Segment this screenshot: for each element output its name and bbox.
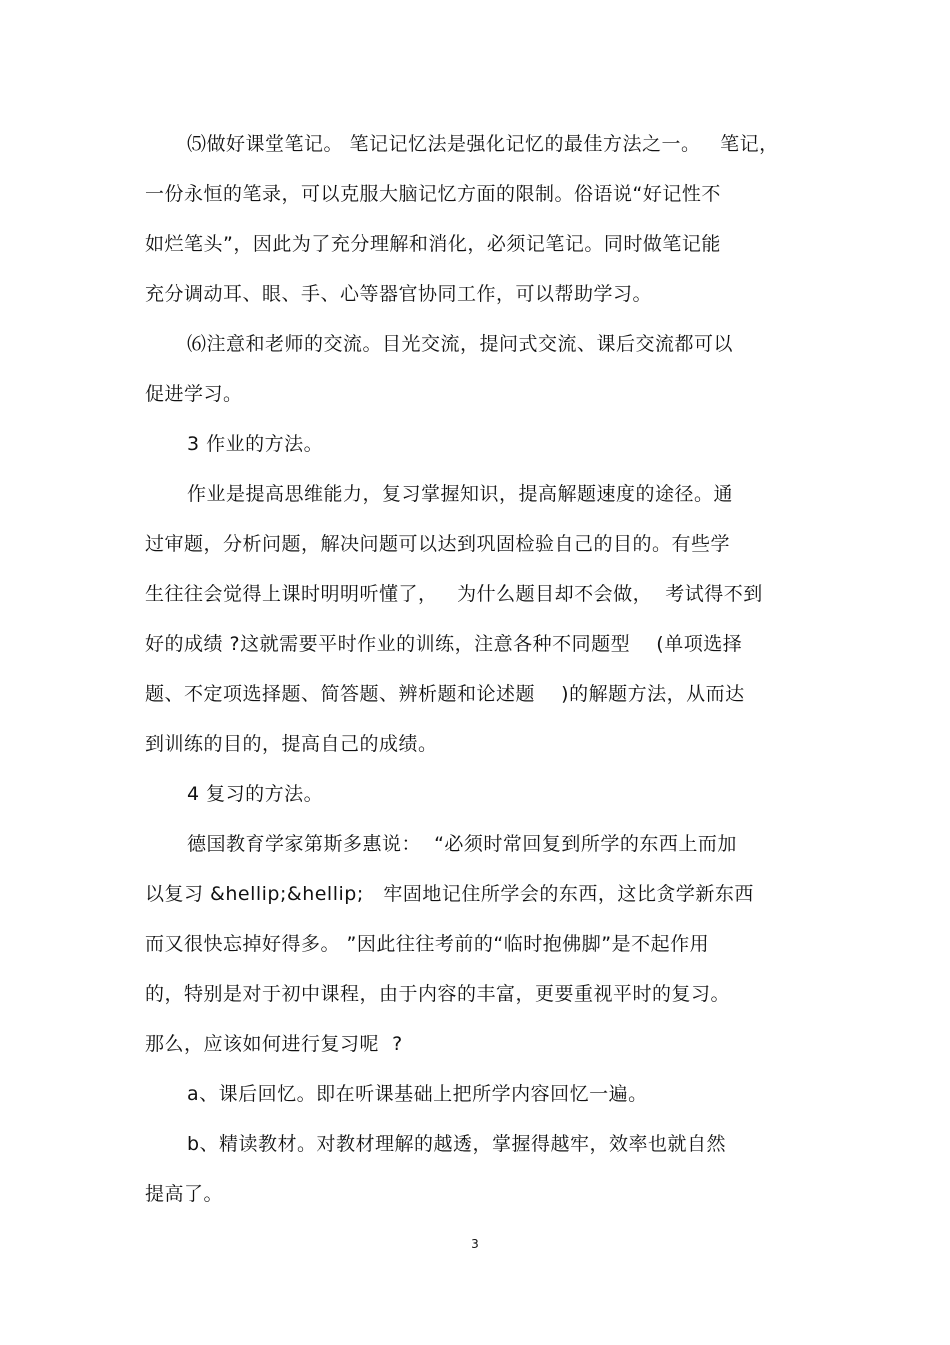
section-heading: 4 复习的方法。 xyxy=(187,783,324,805)
text-line: 好的成绩 ?这就需要平时作业的训练，注意各种不同题型 (单项选择 xyxy=(145,633,743,655)
text-line: b、精读教材。对教材理解的越透，掌握得越牢，效率也就自然 xyxy=(187,1133,727,1155)
text-line: 的，特别是对于初中课程，由于内容的丰富，更要重视平时的复习。 xyxy=(145,983,731,1005)
section-heading: 3 作业的方法。 xyxy=(187,433,324,455)
text-line: 一份永恒的笔录，可以克服大脑记忆方面的限制。俗语说“好记性不 xyxy=(145,183,721,205)
text-line: 作业是提高思维能力，复习掌握知识，提高解题速度的途径。通 xyxy=(187,483,734,505)
text-line: ⑸做好课堂笔记。 笔记记忆法是强化记忆的最佳方法之一。 笔记， xyxy=(187,133,779,155)
text-line: 过审题，分析问题，解决问题可以达到巩固检验自己的目的。有些学 xyxy=(145,533,731,555)
text-line: 如烂笔头”，因此为了充分理解和消化，必须记笔记。同时做笔记能 xyxy=(145,233,721,255)
page-number: 3 xyxy=(471,1237,479,1251)
text-line: a、课后回忆。即在听课基础上把所学内容回忆一遍。 xyxy=(187,1083,648,1105)
text-line: 充分调动耳、眼、手、心等器官协同工作，可以帮助学习。 xyxy=(145,283,653,305)
text-line: 德国教育学家第斯多惠说： “必须时常回复到所学的东西上而加 xyxy=(187,833,737,855)
text-line: 提高了。 xyxy=(145,1183,224,1205)
text-line: 那么，应该如何进行复习呢 ? xyxy=(145,1033,403,1055)
text-line: 以复习 &hellip;&hellip; 牢固地记住所学会的东西，这比贪学新东西 xyxy=(145,883,754,905)
text-line: ⑹注意和老师的交流。目光交流，提问式交流、课后交流都可以 xyxy=(187,333,734,355)
text-line: 而又很快忘掉好得多。 ”因此往往考前的“临时抱佛脚”是不起作用 xyxy=(145,933,710,955)
text-line: 生往往会觉得上课时明明听懂了， 为什么题目却不会做， 考试得不到 xyxy=(145,583,763,605)
text-line: 促进学习。 xyxy=(145,383,243,405)
text-line: 到训练的目的，提高自己的成绩。 xyxy=(145,733,438,755)
text-line: 题、不定项选择题、简答题、辨析题和论述题 )的解题方法，从而达 xyxy=(145,683,745,705)
